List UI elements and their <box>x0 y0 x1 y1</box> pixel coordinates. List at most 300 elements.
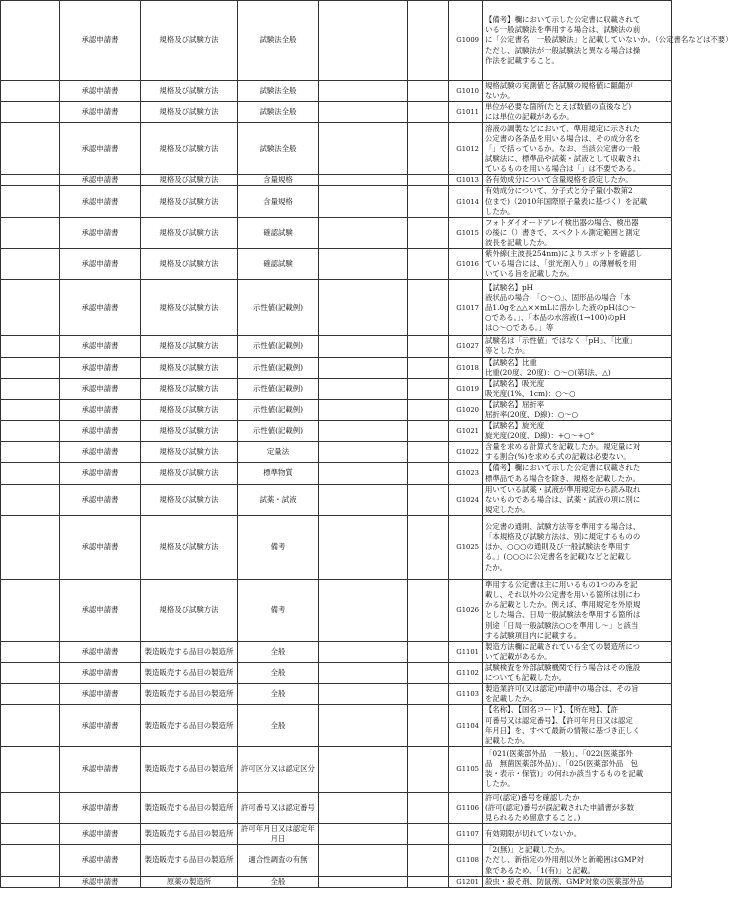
item-cell: 確認試験 <box>238 249 319 280</box>
note-line: 試験名は「示性値」ではなく「pH」、「比重」 <box>485 336 637 346</box>
document-cell: 承認申請書 <box>60 663 141 684</box>
note-line: ほか、○○○の通則及び一般試験法を準用す <box>485 542 630 552</box>
blank-cell <box>1 845 60 876</box>
note-line: 公定書の各条品を用いる場合は、その成分名を <box>485 133 641 143</box>
item-cell: 示性値(記載例) <box>238 378 319 399</box>
note-line: 製造方法欄に記載されている全ての製造所につ <box>485 641 641 651</box>
blank-cell <box>408 249 449 280</box>
blank-cell <box>408 1 449 81</box>
note-line: 【備考】欄において示した公定書に収載された <box>485 463 641 473</box>
table-row <box>1 123 672 175</box>
note-line: かる記載としたか。例えば、準用規定を外原規 <box>485 600 641 610</box>
table-row <box>1 845 672 876</box>
blank-cell <box>408 484 449 515</box>
note-line: に「公定書名 一般試験法」と記載していないか。（公定書名などは不要） <box>485 35 733 45</box>
document-cell: 承認申請書 <box>60 280 141 336</box>
blank-cell <box>319 102 408 123</box>
note-line: 吸光度(1%、1cm)：○～○ <box>485 388 576 398</box>
blank-cell <box>1 876 60 887</box>
note-line: 紫外線(主波長254nm)によりスポットを確認し <box>485 249 643 259</box>
note-cell <box>483 175 672 186</box>
note-cell <box>483 824 672 845</box>
table-row <box>1 421 672 442</box>
document-cell: 承認申請書 <box>60 876 141 887</box>
note-line: 等としたか。 <box>485 346 530 356</box>
note-cell <box>483 515 672 579</box>
section-cell: 製造販売する品目の製造所 <box>141 663 238 684</box>
code-cell: G1022 <box>449 442 483 463</box>
code-cell: G1104 <box>449 705 483 746</box>
table-row <box>1 684 672 705</box>
blank-cell <box>1 123 60 175</box>
table-row <box>1 641 672 662</box>
table-row <box>1 186 672 217</box>
code-cell: G1027 <box>449 336 483 357</box>
blank-cell <box>319 845 408 876</box>
note-line: 公定書の通則、試験方法等を準用する場合は、 <box>485 522 641 532</box>
note-cell <box>483 357 672 378</box>
blank-cell <box>1 81 60 102</box>
blank-cell <box>1 463 60 484</box>
section-cell: 製造販売する品目の製造所 <box>141 746 238 792</box>
item-cell: 示性値(記載例) <box>238 280 319 336</box>
section-cell: 規格及び試験方法 <box>141 421 238 442</box>
blank-cell <box>1 217 60 248</box>
note-line: とした場合、日局一般試験法を準用する箇所は <box>485 610 641 620</box>
blank-cell <box>1 399 60 420</box>
section-cell: 規格及び試験方法 <box>141 442 238 463</box>
item-cell: 示性値(記載例) <box>238 421 319 442</box>
blank-cell <box>1 378 60 399</box>
note-line: 溶液の調製などにおいて、準用規定に示された <box>485 123 641 133</box>
note-line: 可番号又は認定番号】、【許可年月日又は認定 <box>485 715 633 725</box>
note-line: したか。 <box>485 779 515 789</box>
item-cell: 定量法 <box>238 442 319 463</box>
section-cell: 規格及び試験方法 <box>141 399 238 420</box>
item-cell: 適合性調査の有無 <box>238 845 319 876</box>
code-cell: G1201 <box>449 876 483 887</box>
blank-cell <box>319 463 408 484</box>
blank-cell <box>408 81 449 102</box>
note-line: 見られるため留意すること。) <box>485 813 581 823</box>
note-line: 旋光度(20度、D線)：+○～+○° <box>485 431 595 441</box>
note-line: 作法を記載すること。 <box>485 55 559 65</box>
item-cell: 試験法全般 <box>238 102 319 123</box>
document-cell: 承認申請書 <box>60 249 141 280</box>
item-cell: 含量規格 <box>238 186 319 217</box>
note-line: 【試験名】吸光度 <box>485 378 545 388</box>
note-line: いている旨を記載したか。 <box>485 269 574 279</box>
blank-cell <box>319 217 408 248</box>
note-line: ないものである場合は、試薬・試液の項に別に <box>485 494 641 504</box>
blank-cell <box>319 705 408 746</box>
item-cell: 全般 <box>238 663 319 684</box>
code-cell: G1106 <box>449 792 483 823</box>
table-row <box>1 357 672 378</box>
section-cell: 規格及び試験方法 <box>141 81 238 102</box>
blank-cell <box>408 579 449 641</box>
section-cell: 規格及び試験方法 <box>141 579 238 641</box>
blank-cell <box>408 641 449 662</box>
section-cell: 規格及び試験方法 <box>141 249 238 280</box>
code-cell: G1017 <box>449 280 483 336</box>
blank-cell <box>319 684 408 705</box>
item-cell: 確認試験 <box>238 217 319 248</box>
code-cell: G1019 <box>449 378 483 399</box>
note-line: 【試験名】比重 <box>485 357 537 367</box>
item-cell: 許可番号又は認定番号 <box>238 792 319 823</box>
section-cell: 製造販売する品目の製造所 <box>141 845 238 876</box>
blank-cell <box>408 378 449 399</box>
section-cell: 規格及び試験方法 <box>141 175 238 186</box>
document-cell: 承認申請書 <box>60 1 141 81</box>
blank-cell <box>408 336 449 357</box>
document-cell: 承認申請書 <box>60 824 141 845</box>
section-cell: 規格及び試験方法 <box>141 217 238 248</box>
item-cell: 全般 <box>238 684 319 705</box>
item-cell: 試験法全般 <box>238 1 319 81</box>
code-cell: G1107 <box>449 824 483 845</box>
note-line: 屈折率(20度、D線)：○～○ <box>485 409 579 419</box>
item-cell: 全般 <box>238 876 319 887</box>
blank-cell <box>1 824 60 845</box>
code-cell: G1013 <box>449 175 483 186</box>
blank-cell <box>408 876 449 887</box>
document-cell: 承認申請書 <box>60 515 141 579</box>
note-cell <box>483 876 672 887</box>
code-cell: G1023 <box>449 463 483 484</box>
blank-cell <box>1 1 60 81</box>
blank-cell <box>319 663 408 684</box>
note-line: ただし、新指定の外用剤以外と新範囲はGMP対 <box>485 855 644 865</box>
note-line: 「」で括っているか。なお、当該公定書の一般 <box>485 143 641 153</box>
section-cell: 規格及び試験方法 <box>141 357 238 378</box>
code-cell: G1016 <box>449 249 483 280</box>
note-line: フォトダイオードアレイ検出器の場合、検出器 <box>485 217 639 227</box>
blank-cell <box>1 705 60 746</box>
note-line: したか。 <box>485 206 515 216</box>
table-row <box>1 280 672 336</box>
note-line: 「2(無)」と記載したか。 <box>485 845 570 855</box>
note-line: 別途「日局一般試験法○○を準用し～」と該当 <box>485 620 639 630</box>
item-cell: 許可年月日又は認定年月日 <box>238 824 319 845</box>
note-line: 記載したか。 <box>485 735 530 745</box>
note-line: 各有効成分について含量規格を設定したか。 <box>485 175 633 185</box>
item-cell: 備考 <box>238 579 319 641</box>
note-line: についても記載したか。 <box>485 673 567 683</box>
blank-cell <box>408 280 449 336</box>
note-cell <box>483 746 672 792</box>
section-cell: 製造販売する品目の製造所 <box>141 824 238 845</box>
blank-cell <box>319 824 408 845</box>
code-cell: G1025 <box>449 515 483 579</box>
note-line: 有効期限が切れていないか。 <box>485 829 582 839</box>
note-line: 位まで)（2010年国際原子量表に基づく）を記載 <box>485 196 648 206</box>
document-cell: 承認申請書 <box>60 684 141 705</box>
note-line: 【試験名】屈折率 <box>485 399 545 409</box>
code-cell: G1018 <box>449 357 483 378</box>
blank-cell <box>1 515 60 579</box>
note-cell <box>483 336 672 357</box>
note-cell <box>483 186 672 217</box>
blank-cell <box>319 484 408 515</box>
blank-cell <box>408 217 449 248</box>
code-cell: G1012 <box>449 123 483 175</box>
note-cell <box>483 663 672 684</box>
blank-cell <box>408 515 449 579</box>
note-line: を記載したか。 <box>485 694 537 704</box>
section-cell: 規格及び試験方法 <box>141 1 238 81</box>
blank-cell <box>408 663 449 684</box>
blank-cell <box>319 399 408 420</box>
note-cell <box>483 123 672 175</box>
table-row <box>1 746 672 792</box>
blank-cell <box>319 876 408 887</box>
blank-cell <box>1 579 60 641</box>
blank-cell <box>319 641 408 662</box>
table-row <box>1 249 672 280</box>
note-cell <box>483 217 672 248</box>
blank-cell <box>319 515 408 579</box>
note-cell <box>483 442 672 463</box>
code-cell: G1026 <box>449 579 483 641</box>
note-cell <box>483 792 672 823</box>
blank-cell <box>319 123 408 175</box>
table-row <box>1 442 672 463</box>
blank-cell <box>319 249 408 280</box>
code-cell: G1024 <box>449 484 483 515</box>
table-row <box>1 824 672 845</box>
item-cell: 標準物質 <box>238 463 319 484</box>
code-cell: G1011 <box>449 102 483 123</box>
note-line: 象であるため、「1(有)」と記載。 <box>485 865 595 875</box>
blank-cell <box>1 663 60 684</box>
note-line: ○である。」、「本品の水溶液(1→100)のpH <box>485 312 626 322</box>
note-line: する試験項目内に記載する。 <box>485 630 582 640</box>
blank-cell <box>408 186 449 217</box>
item-cell: 試薬・試液 <box>238 484 319 515</box>
note-line: 【備考】欄において示した公定書に収載されて <box>485 15 641 25</box>
note-cell <box>483 81 672 102</box>
table-row <box>1 484 672 515</box>
note-line: する割合(%)を求める式の記載は必要ない。 <box>485 452 631 462</box>
table-row <box>1 378 672 399</box>
note-cell <box>483 421 672 442</box>
blank-cell <box>319 421 408 442</box>
table-row <box>1 663 672 684</box>
table-row <box>1 792 672 823</box>
section-cell: 製造販売する品目の製造所 <box>141 792 238 823</box>
note-cell <box>483 845 672 876</box>
section-cell: 規格及び試験方法 <box>141 378 238 399</box>
table-row <box>1 175 672 186</box>
blank-cell <box>408 684 449 705</box>
note-line: は○～○である。」等 <box>485 322 554 332</box>
blank-cell <box>1 336 60 357</box>
blank-cell <box>408 792 449 823</box>
note-line: ないか。 <box>485 91 515 101</box>
item-cell: 備考 <box>238 515 319 579</box>
note-cell <box>483 705 672 746</box>
item-cell: 含量規格 <box>238 175 319 186</box>
note-line: 試験法に、標準品や試薬・試液として収載され <box>485 153 641 163</box>
blank-cell <box>319 746 408 792</box>
table-row <box>1 336 672 357</box>
note-line: 比重(20度、20度)：○～○(第Ⅰ法、△) <box>485 367 611 377</box>
note-line: 用いている試薬・試液が準用規定から読み取れ <box>485 484 641 494</box>
table-row <box>1 876 672 887</box>
item-cell: 示性値(記載例) <box>238 357 319 378</box>
table-row <box>1 102 672 123</box>
blank-cell <box>319 357 408 378</box>
blank-cell <box>319 336 408 357</box>
note-cell <box>483 579 672 641</box>
table-row <box>1 81 672 102</box>
blank-cell <box>319 378 408 399</box>
item-cell: 全般 <box>238 705 319 746</box>
note-cell <box>483 399 672 420</box>
code-cell: G1014 <box>449 186 483 217</box>
blank-cell <box>408 175 449 186</box>
document-cell: 承認申請書 <box>60 175 141 186</box>
blank-cell <box>1 175 60 186</box>
blank-cell <box>319 792 408 823</box>
blank-cell <box>1 280 60 336</box>
document-cell: 承認申請書 <box>60 421 141 442</box>
document-cell: 承認申請書 <box>60 336 141 357</box>
blank-cell <box>1 746 60 792</box>
note-cell <box>483 463 672 484</box>
document-cell: 承認申請書 <box>60 399 141 420</box>
table-row <box>1 399 672 420</box>
note-line: 【試験名】pH <box>485 282 534 292</box>
blank-cell <box>408 746 449 792</box>
table-row <box>1 463 672 484</box>
note-line: 含量を求める計算式を記載したか。規定量に対 <box>485 442 641 452</box>
note-line: 単位が必要な箇所(たとえば数値の直後など) <box>485 102 632 112</box>
document-cell: 承認申請書 <box>60 357 141 378</box>
note-line: 品1.0gを△△××mLに溶かした液のpHは○～ <box>485 302 637 312</box>
note-cell <box>483 249 672 280</box>
note-line: いて記載があるか。 <box>485 652 552 661</box>
code-cell: G1010 <box>449 81 483 102</box>
note-line: 殺虫・殺そ剤、防鼠剤、GMP対象の医薬部外品 <box>485 876 644 886</box>
note-line: 製造業許可(又は認定)申請中の場合は、その旨 <box>485 684 639 694</box>
note-line: 標準品である場合を除き、規格を記載したか。 <box>485 473 640 483</box>
document-cell: 承認申請書 <box>60 102 141 123</box>
section-cell: 規格及び試験方法 <box>141 102 238 123</box>
code-cell: G1021 <box>449 421 483 442</box>
note-line: 装・表示・保管)」の何れか該当するものを記載 <box>485 769 644 779</box>
blank-cell <box>1 684 60 705</box>
table-row <box>1 705 672 746</box>
document-cell: 承認申請書 <box>60 81 141 102</box>
section-cell: 製造販売する品目の製造所 <box>141 684 238 705</box>
note-line: 規定したか。 <box>485 504 530 514</box>
blank-cell <box>1 186 60 217</box>
item-cell: 許可区分又は認定区分 <box>238 746 319 792</box>
note-line: 「本規格及び試験方法は、別に規定するものの <box>485 532 641 542</box>
document-cell: 承認申請書 <box>60 463 141 484</box>
document-cell: 承認申請書 <box>60 378 141 399</box>
note-cell <box>483 102 672 123</box>
blank-cell <box>1 421 60 442</box>
blank-cell <box>408 442 449 463</box>
note-line: 載し、それ以外の公定書を用いる箇所は別にわ <box>485 590 641 600</box>
note-cell <box>483 484 672 515</box>
blank-cell <box>319 1 408 81</box>
blank-cell <box>1 641 60 662</box>
blank-cell <box>408 421 449 442</box>
section-cell: 規格及び試験方法 <box>141 484 238 515</box>
note-cell <box>483 378 672 399</box>
note-line: 【試験名】旋光度 <box>485 421 545 431</box>
blank-cell <box>319 186 408 217</box>
note-line: 品 無菌医薬部外品)」、「025(医薬部外品 包 <box>485 759 638 769</box>
note-cell <box>483 641 672 662</box>
blank-cell <box>408 824 449 845</box>
blank-cell <box>1 249 60 280</box>
document-cell: 承認申請書 <box>60 186 141 217</box>
note-line: 年月日】を、すべて最新の情報に基づき正しく <box>485 725 641 735</box>
code-cell: G1102 <box>449 663 483 684</box>
note-line: いる一般試験法を準用する場合は、試験法の前 <box>485 25 641 35</box>
table-row <box>1 217 672 248</box>
section-cell: 規格及び試験方法 <box>141 463 238 484</box>
note-line: 許可(認定)番号を確認したか <box>485 792 580 802</box>
blank-cell <box>1 484 60 515</box>
table-row <box>1 515 672 579</box>
blank-cell <box>319 579 408 641</box>
note-line: る。」(○○○に公定書名を記載)などと記載し <box>485 552 633 562</box>
item-cell: 示性値(記載例) <box>238 336 319 357</box>
blank-cell <box>1 102 60 123</box>
note-cell <box>483 684 672 705</box>
note-line: ているものを用いる場合は「」は不要である。 <box>485 164 641 174</box>
section-cell: 規格及び試験方法 <box>141 515 238 579</box>
blank-cell <box>319 175 408 186</box>
blank-cell <box>408 102 449 123</box>
document-cell: 承認申請書 <box>60 845 141 876</box>
table-row <box>1 1 672 81</box>
note-line: 液状品の場合 「○～○」、固形品の場合「本 <box>485 292 631 302</box>
note-line: 規格試験の実測値と各試験の規格値に齟齬が <box>485 81 633 90</box>
code-cell: G1009 <box>449 1 483 81</box>
note-line: 試験検査を外部試験機関で行う場合はその施設 <box>485 663 641 673</box>
item-cell: 全般 <box>238 641 319 662</box>
document-cell: 承認申請書 <box>60 641 141 662</box>
document-cell: 承認申請書 <box>60 484 141 515</box>
blank-cell <box>408 399 449 420</box>
section-cell: 規格及び試験方法 <box>141 336 238 357</box>
note-line: 【名称】、【国名コード】、【所在地】、【許 <box>485 705 619 715</box>
blank-cell <box>408 357 449 378</box>
section-cell: 規格及び試験方法 <box>141 280 238 336</box>
blank-cell <box>408 705 449 746</box>
note-line: 準用する公定書は主に用いるもの1つのみを記 <box>485 580 638 590</box>
note-line: の後に（）書きで、スペクトル測定範囲と測定 <box>485 227 641 237</box>
blank-cell <box>1 792 60 823</box>
table-row <box>1 579 672 641</box>
blank-cell <box>408 463 449 484</box>
code-cell: G1103 <box>449 684 483 705</box>
blank-cell <box>319 280 408 336</box>
note-line: ている場合には、「蛍光剤入り」の薄層板を用 <box>485 259 637 269</box>
section-cell: 製造販売する品目の製造所 <box>141 641 238 662</box>
section-cell: 規格及び試験方法 <box>141 123 238 175</box>
document-cell: 承認申請書 <box>60 217 141 248</box>
item-cell: 試験法全般 <box>238 123 319 175</box>
